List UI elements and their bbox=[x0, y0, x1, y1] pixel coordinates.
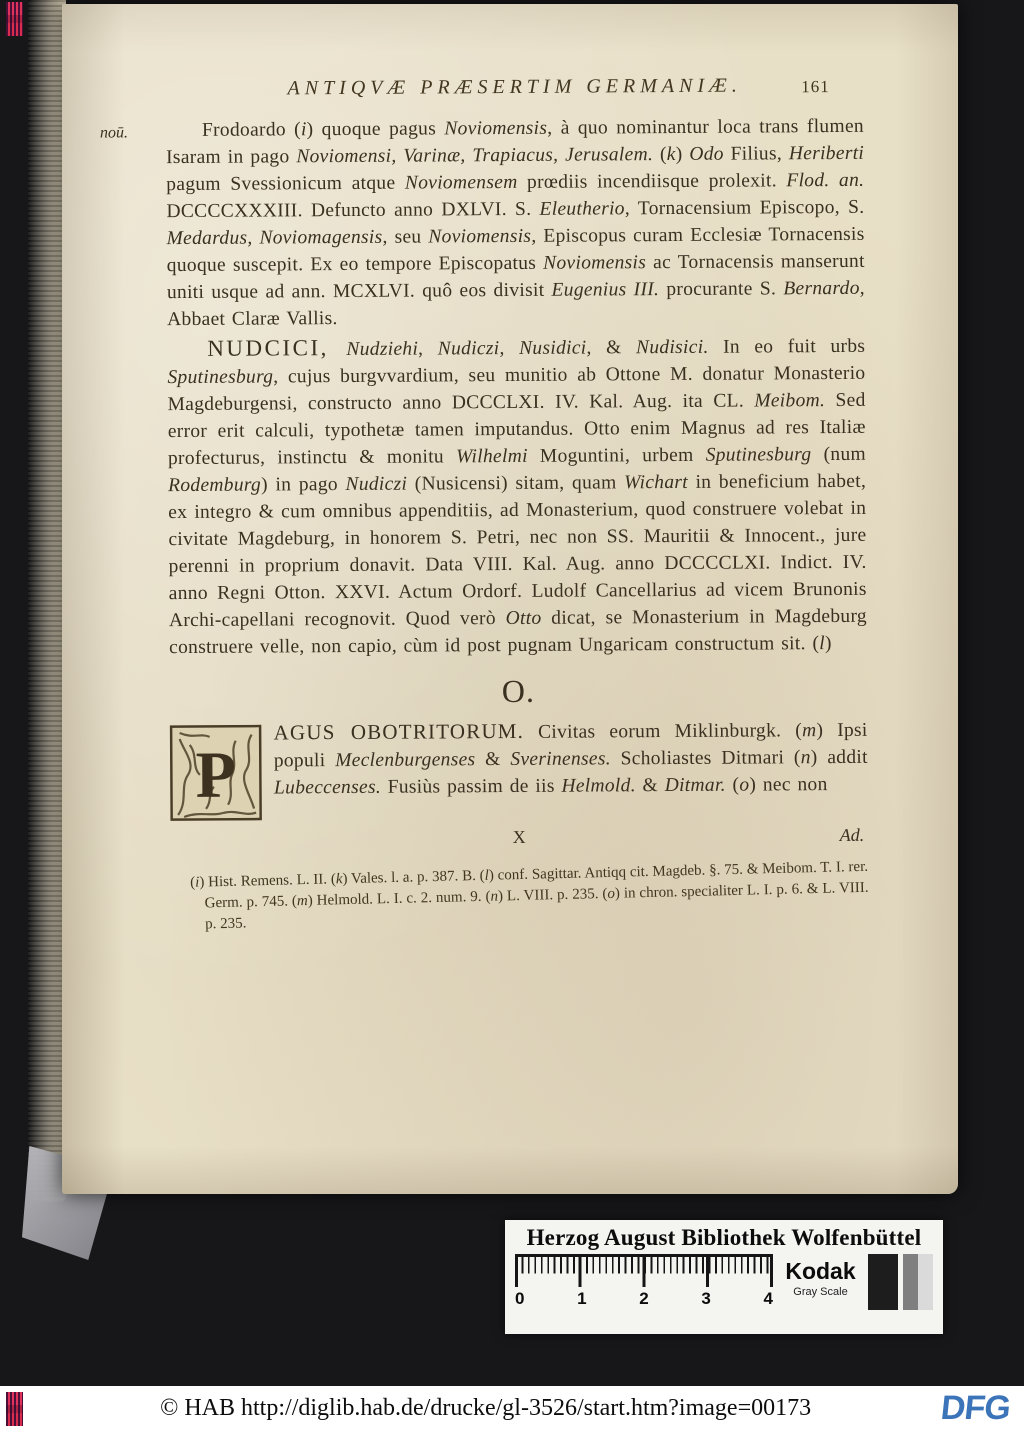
scale-number: 0 bbox=[515, 1289, 525, 1308]
text-segment: Flod. an. bbox=[786, 169, 865, 192]
text-segment: & bbox=[475, 749, 511, 771]
text-segment: AGUS OBOTRITORUM. bbox=[273, 718, 525, 745]
text-segment: prœdiis incendiisque prolexit. bbox=[517, 170, 787, 193]
book-page bbox=[62, 4, 958, 1194]
text-segment: , seu bbox=[382, 226, 429, 248]
text-segment: Ditmar. bbox=[664, 774, 726, 797]
text-segment: ac Tornacensis manserunt uniti usque ad ann. MCXLVI. quô eos divisit bbox=[166, 250, 865, 304]
text-segment: Bernardo bbox=[783, 277, 860, 300]
gray-scale-ruler bbox=[515, 1254, 773, 1287]
text-segment: (num bbox=[811, 443, 866, 466]
color-calibration-mark-bottom bbox=[6, 1392, 23, 1426]
text-segment: & bbox=[635, 775, 665, 797]
text-segment: Lubeccenses. bbox=[273, 776, 382, 799]
text-segment: Nusidici bbox=[519, 337, 587, 359]
marginal-note: noū. bbox=[99, 124, 129, 142]
text-segment: , cujus burgvvardium, seu munitio ab Ottone M. donatur Monasterio Magdeburgensi, constructo anno DCCCLXI. IV. Kal. Aug. ita CL. bbox=[167, 362, 866, 416]
text-segment: DCCCCXXXIII. Defuncto anno DXLVI. S. bbox=[166, 198, 540, 223]
text-segment: ) in chron. specialiter L. I. p. 6. & L. VIII. p. 235. bbox=[205, 879, 869, 933]
text-segment: ) Ipsi populi bbox=[273, 719, 868, 772]
scale-numbers bbox=[515, 1287, 773, 1309]
text-segment: Wichart bbox=[624, 471, 689, 494]
text-segment: i bbox=[300, 119, 307, 141]
kodak-brand: Kodak bbox=[785, 1258, 856, 1284]
text-segment: Meibom. bbox=[754, 390, 826, 412]
text-segment: l bbox=[819, 633, 826, 655]
text-segment: In eo fuit urbs bbox=[708, 335, 866, 358]
text-segment: , & bbox=[586, 337, 637, 359]
text-segment: ) conf. Sagittar. Antiqq cit. Magdeb. §. 75. & Meibom. T. I. rer. Germ. p. 745. ( bbox=[204, 858, 869, 912]
text-segment: Helmold. bbox=[561, 775, 636, 797]
footer-bar bbox=[0, 1386, 1024, 1430]
text-segment: m bbox=[801, 720, 817, 742]
text-segment: , à quo nominantur loca trans flumen Isaram in pago bbox=[166, 115, 864, 169]
text-segment: Eugenius III. bbox=[551, 279, 660, 301]
text-segment: Sverinenses. bbox=[510, 748, 611, 771]
text-segment: o bbox=[607, 885, 616, 902]
text-segment: Nudziehi bbox=[346, 338, 419, 360]
text-segment: (Nusicensi) sitam, quam bbox=[407, 472, 625, 495]
text-segment: ) Vales. l. a. p. 387. B. ( bbox=[342, 867, 485, 888]
text-segment: procurante S. bbox=[659, 278, 784, 301]
text-segment: ( bbox=[725, 774, 740, 796]
gray-scale-body bbox=[515, 1254, 933, 1310]
text-segment: dicat, se Monasterium in Magdeburg construere velle, non capio, cùm id post pugnam Ungaricam constructum sit. ( bbox=[169, 605, 867, 659]
text-segment: k bbox=[335, 871, 343, 888]
text-segment: ) nec non bbox=[749, 774, 828, 796]
text-segment: , Tornacensium Episcopo, S. bbox=[624, 196, 865, 220]
text-segment: pagum Svessionicum atque bbox=[166, 172, 405, 196]
text-segment: Medardus, Noviomagensis bbox=[166, 226, 383, 250]
text-segment: ) addit bbox=[810, 746, 868, 769]
text-segment: Moguntini, urbem bbox=[527, 444, 706, 467]
gray-patch-dark bbox=[868, 1254, 898, 1310]
gray-patches bbox=[868, 1254, 933, 1310]
page-content bbox=[59, 1, 961, 933]
text-segment: Nudiczi bbox=[437, 338, 500, 360]
text-segment: Sed error erit calculi, typothetæ tamen imputandus. Otto enim Magnus ad res Italiæ profecturus, instinctu & monitu bbox=[167, 389, 866, 470]
library-label: Herzog August Bibliothek Wolfenbüttel bbox=[526, 1225, 922, 1250]
running-header bbox=[166, 74, 864, 101]
paragraph-frodoardo bbox=[99, 113, 865, 333]
text-segment: Nudiczi bbox=[345, 473, 408, 496]
text-segment: n bbox=[490, 888, 499, 905]
text-segment: Odo bbox=[689, 143, 724, 165]
catchword-row bbox=[170, 825, 868, 855]
text-segment: , bbox=[418, 338, 438, 360]
text-segment: Sputinesburg bbox=[167, 366, 274, 389]
text-segment: ) quoque pagus bbox=[306, 118, 445, 141]
text-segment: Heriberti bbox=[788, 142, 865, 165]
scale-number: 1 bbox=[577, 1289, 587, 1308]
text-segment: , bbox=[499, 337, 520, 360]
color-calibration-mark-top bbox=[6, 2, 23, 36]
text-segment: ) Helmold. L. I. c. 2. num. 9. ( bbox=[307, 888, 491, 910]
text-segment: , Episcopus curam Ecclesiæ Tornacensis quoque suscepit. Ex eo tempore Episcopatus bbox=[166, 223, 865, 277]
paragraph-text bbox=[166, 116, 865, 330]
decorative-initial-p bbox=[170, 725, 263, 822]
paragraph-text bbox=[274, 720, 868, 799]
text-segment: ) bbox=[675, 143, 690, 165]
catchword: Ad. bbox=[839, 824, 865, 845]
text-segment: Otto bbox=[505, 607, 542, 630]
copyright-text: © HAB http://diglib.hab.de/drucke/gl-3526/start.htm?image=00173 bbox=[160, 1394, 812, 1421]
text-segment: Filius, bbox=[723, 143, 789, 165]
scale-number: 4 bbox=[763, 1289, 773, 1308]
dfg-logo: DFG bbox=[939, 1388, 1013, 1427]
text-segment: Civitas eorum Miklinburgk. ( bbox=[524, 720, 803, 743]
text-segment: o bbox=[739, 774, 750, 796]
text-segment: ( bbox=[190, 874, 196, 891]
calibration-card bbox=[505, 1220, 943, 1334]
footnotes bbox=[178, 857, 869, 936]
woodcut-initial-graphic bbox=[170, 725, 263, 822]
text-segment: Noviomensis bbox=[428, 225, 532, 248]
text-segment: Wilhelmi bbox=[455, 445, 528, 468]
text-segment: l bbox=[484, 867, 490, 884]
text-segment: ) bbox=[824, 633, 832, 655]
text-segment: , Abbaet Claræ Vallis. bbox=[167, 277, 865, 331]
text-segment: Noviomensis bbox=[543, 252, 647, 274]
text-segment: Noviomensem bbox=[404, 171, 518, 194]
text-segment: Scholiastes Ditmari ( bbox=[610, 747, 801, 770]
text-segment: m bbox=[296, 893, 308, 910]
text-segment: Eleutherio bbox=[539, 198, 625, 220]
text-segment: Rodemburg bbox=[168, 474, 262, 497]
text-segment: ( bbox=[653, 144, 667, 166]
running-header-title: ANTIQVÆ PRÆSERTIM GERMANIÆ. bbox=[287, 74, 742, 100]
text-segment: Meclenburgenses bbox=[335, 749, 476, 772]
signature-mark: X bbox=[512, 826, 526, 847]
kodak-subtitle: Gray Scale bbox=[793, 1286, 848, 1298]
text-segment: Noviomensi, Varinæ, Trapiacus, Jerusalem. bbox=[296, 144, 654, 168]
page-number: 161 bbox=[801, 77, 830, 97]
text-segment: ) in pago bbox=[261, 474, 346, 496]
text-segment: Fusiùs passim de iis bbox=[380, 775, 562, 798]
text-segment: Sputinesburg bbox=[705, 444, 812, 466]
paragraph-nudcici bbox=[167, 331, 867, 661]
text-segment: Nudisici. bbox=[635, 336, 709, 359]
initial-letter: P bbox=[195, 738, 237, 812]
scale-column bbox=[515, 1254, 773, 1310]
scale-number: 2 bbox=[639, 1289, 649, 1308]
text-segment: Frodoardo ( bbox=[201, 119, 301, 141]
text-segment: in beneficium habet, ex integro & cum omnibus appenditiis, ad Monasterium, quod construere volebat in civitate Magdeburg, in honorem S. Petri, nec non SS. Mauritii & Innocent., jure perenni in proprium donavit. Data VIII. Kal. Aug. anno DCCCCLXI. Indict. IV. anno Regni Otton. XXVI. Actum Ordorf. Ludolf Cancellarius ad vicem Brunonis Archi-capellani recognovit. Quod verò bbox=[168, 470, 867, 632]
text-segment: NUDCICI, bbox=[207, 334, 347, 361]
kodak-label-column bbox=[783, 1254, 858, 1310]
section-heading: O. bbox=[501, 672, 536, 710]
gray-patch-gradient bbox=[903, 1254, 933, 1310]
scale-number: 3 bbox=[701, 1289, 711, 1308]
text-segment: ) Hist. Remens. L. II. ( bbox=[199, 871, 337, 891]
paragraph-pagus-obotritorum bbox=[170, 716, 869, 823]
text-segment: i bbox=[195, 874, 200, 891]
text-segment: ) L. VIII. p. 235. ( bbox=[497, 885, 608, 905]
text-segment: n bbox=[800, 747, 811, 769]
text-segment: k bbox=[666, 143, 676, 166]
text-segment: Noviomensis bbox=[444, 117, 548, 140]
